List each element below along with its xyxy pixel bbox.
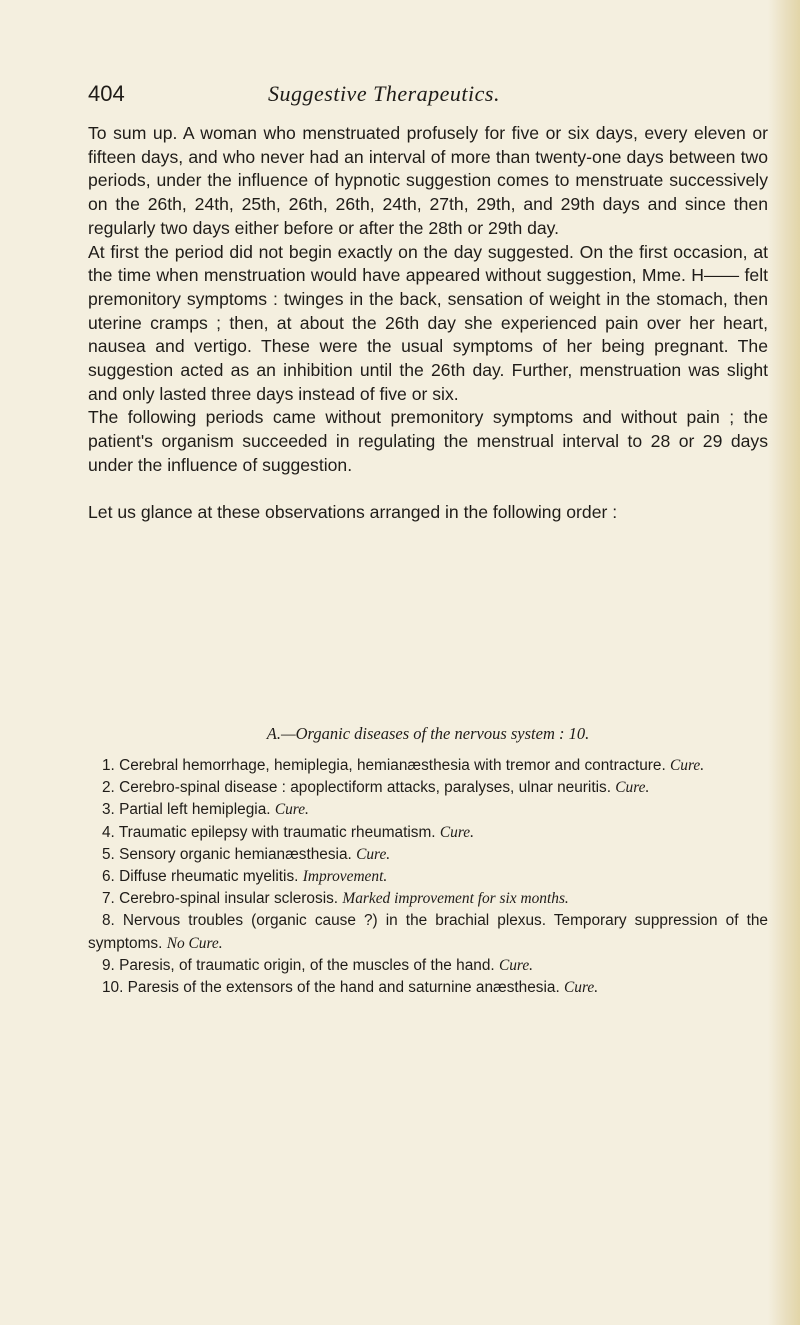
case-description: 8. Nervous troubles (organic cause ?) in the brachial plexus. Temporary suppression of the symptoms. [88,912,768,952]
case-description: 5. Sensory organic hemianæsthesia. [102,845,352,863]
case-outcome: No Cure. [166,934,223,952]
case-item [88,755,768,777]
case-outcome: Cure. [564,979,599,997]
page-number: 404 [88,81,125,106]
case-outcome: Cure. [356,845,391,863]
case-item [88,910,768,954]
case-description: 6. Diffuse rheumatic myelitis. [102,868,299,886]
case-item [88,888,768,910]
paragraph-first-period: At first the period did not begin exactly on the day suggested. On the first occasion, at the time when menstruation would have appeared without suggestion, Mme. H—— felt premonitory symptoms : twinges in the back, sensation of weight in the stomach, then uterine cramps ; then, at about the 26th day she experienced pain over her heart, nausea and vertigo. These were the usual symptoms of her being pregnant. The suggestion acted as an inhibition until the 26th day. Further, menstruation was slight and only lasted three days instead of five or six. [88,241,768,404]
case-item [88,799,768,821]
section-heading: A.—Organic diseases of the nervous system : 10. [266,724,590,743]
case-item [88,866,768,888]
paragraph-summary: To sum up. A woman who menstruated profusely for five or six days, every eleven or fifteen days, and who never had an interval of more than twenty-one days between two periods, under the influence of hypnotic suggestion comes to menstruate successively on the 26th, 24th, 25th, 26th, 26th, 24th, 27th, 29th, and 29th days and since then regularly two days either before or after the 28th or 29th day. [88,123,768,238]
case-outcome: Cure. [670,757,705,774]
case-item [88,955,768,977]
case-description: 1. Cerebral hemorrhage, hemiplegia, hemianæsthesia with tremor and contracture. [102,757,666,774]
page-edge-shading [768,0,800,1325]
case-outcome: Cure. [498,956,534,974]
case-item [88,844,768,866]
case-outcome: Marked improvement for six months. [342,890,569,908]
case-description: 9. Paresis, of traumatic origin, of the muscles of the hand. [102,956,495,974]
paragraph-following-periods: The following periods came without premonitory symptoms and without pain ; the patient's organism succeeded in regulating the menstrual interval to 28 or 29 days under the influence of suggestion. [88,407,768,475]
case-outcome: Cure. [615,779,650,797]
case-outcome: Improvement. [302,868,388,886]
running-title: Suggestive Therapeutics. [268,81,500,106]
case-item [88,777,768,799]
case-item [88,822,768,844]
body-text [88,122,768,524]
case-description: 7. Cerebro-spinal insular sclerosis. [102,890,339,908]
case-outcome: Cure. [274,801,309,819]
page-header [88,81,768,111]
case-description: 4. Traumatic epilepsy with traumatic rheumatism. [102,823,436,841]
paragraph-arrangement: Let us glance at these observations arranged in the following order : [88,501,618,522]
case-list [88,755,768,999]
case-description: 10. Paresis of the extensors of the hand and saturnine anæsthesia. [102,979,560,997]
case-outcome: Cure. [439,823,474,841]
case-item [88,977,768,999]
case-description: 2. Cerebro-spinal disease : apoplectiform attacks, paralyses, ulnar neuritis. [102,779,611,797]
case-description: 3. Partial left hemiplegia. [102,801,271,819]
